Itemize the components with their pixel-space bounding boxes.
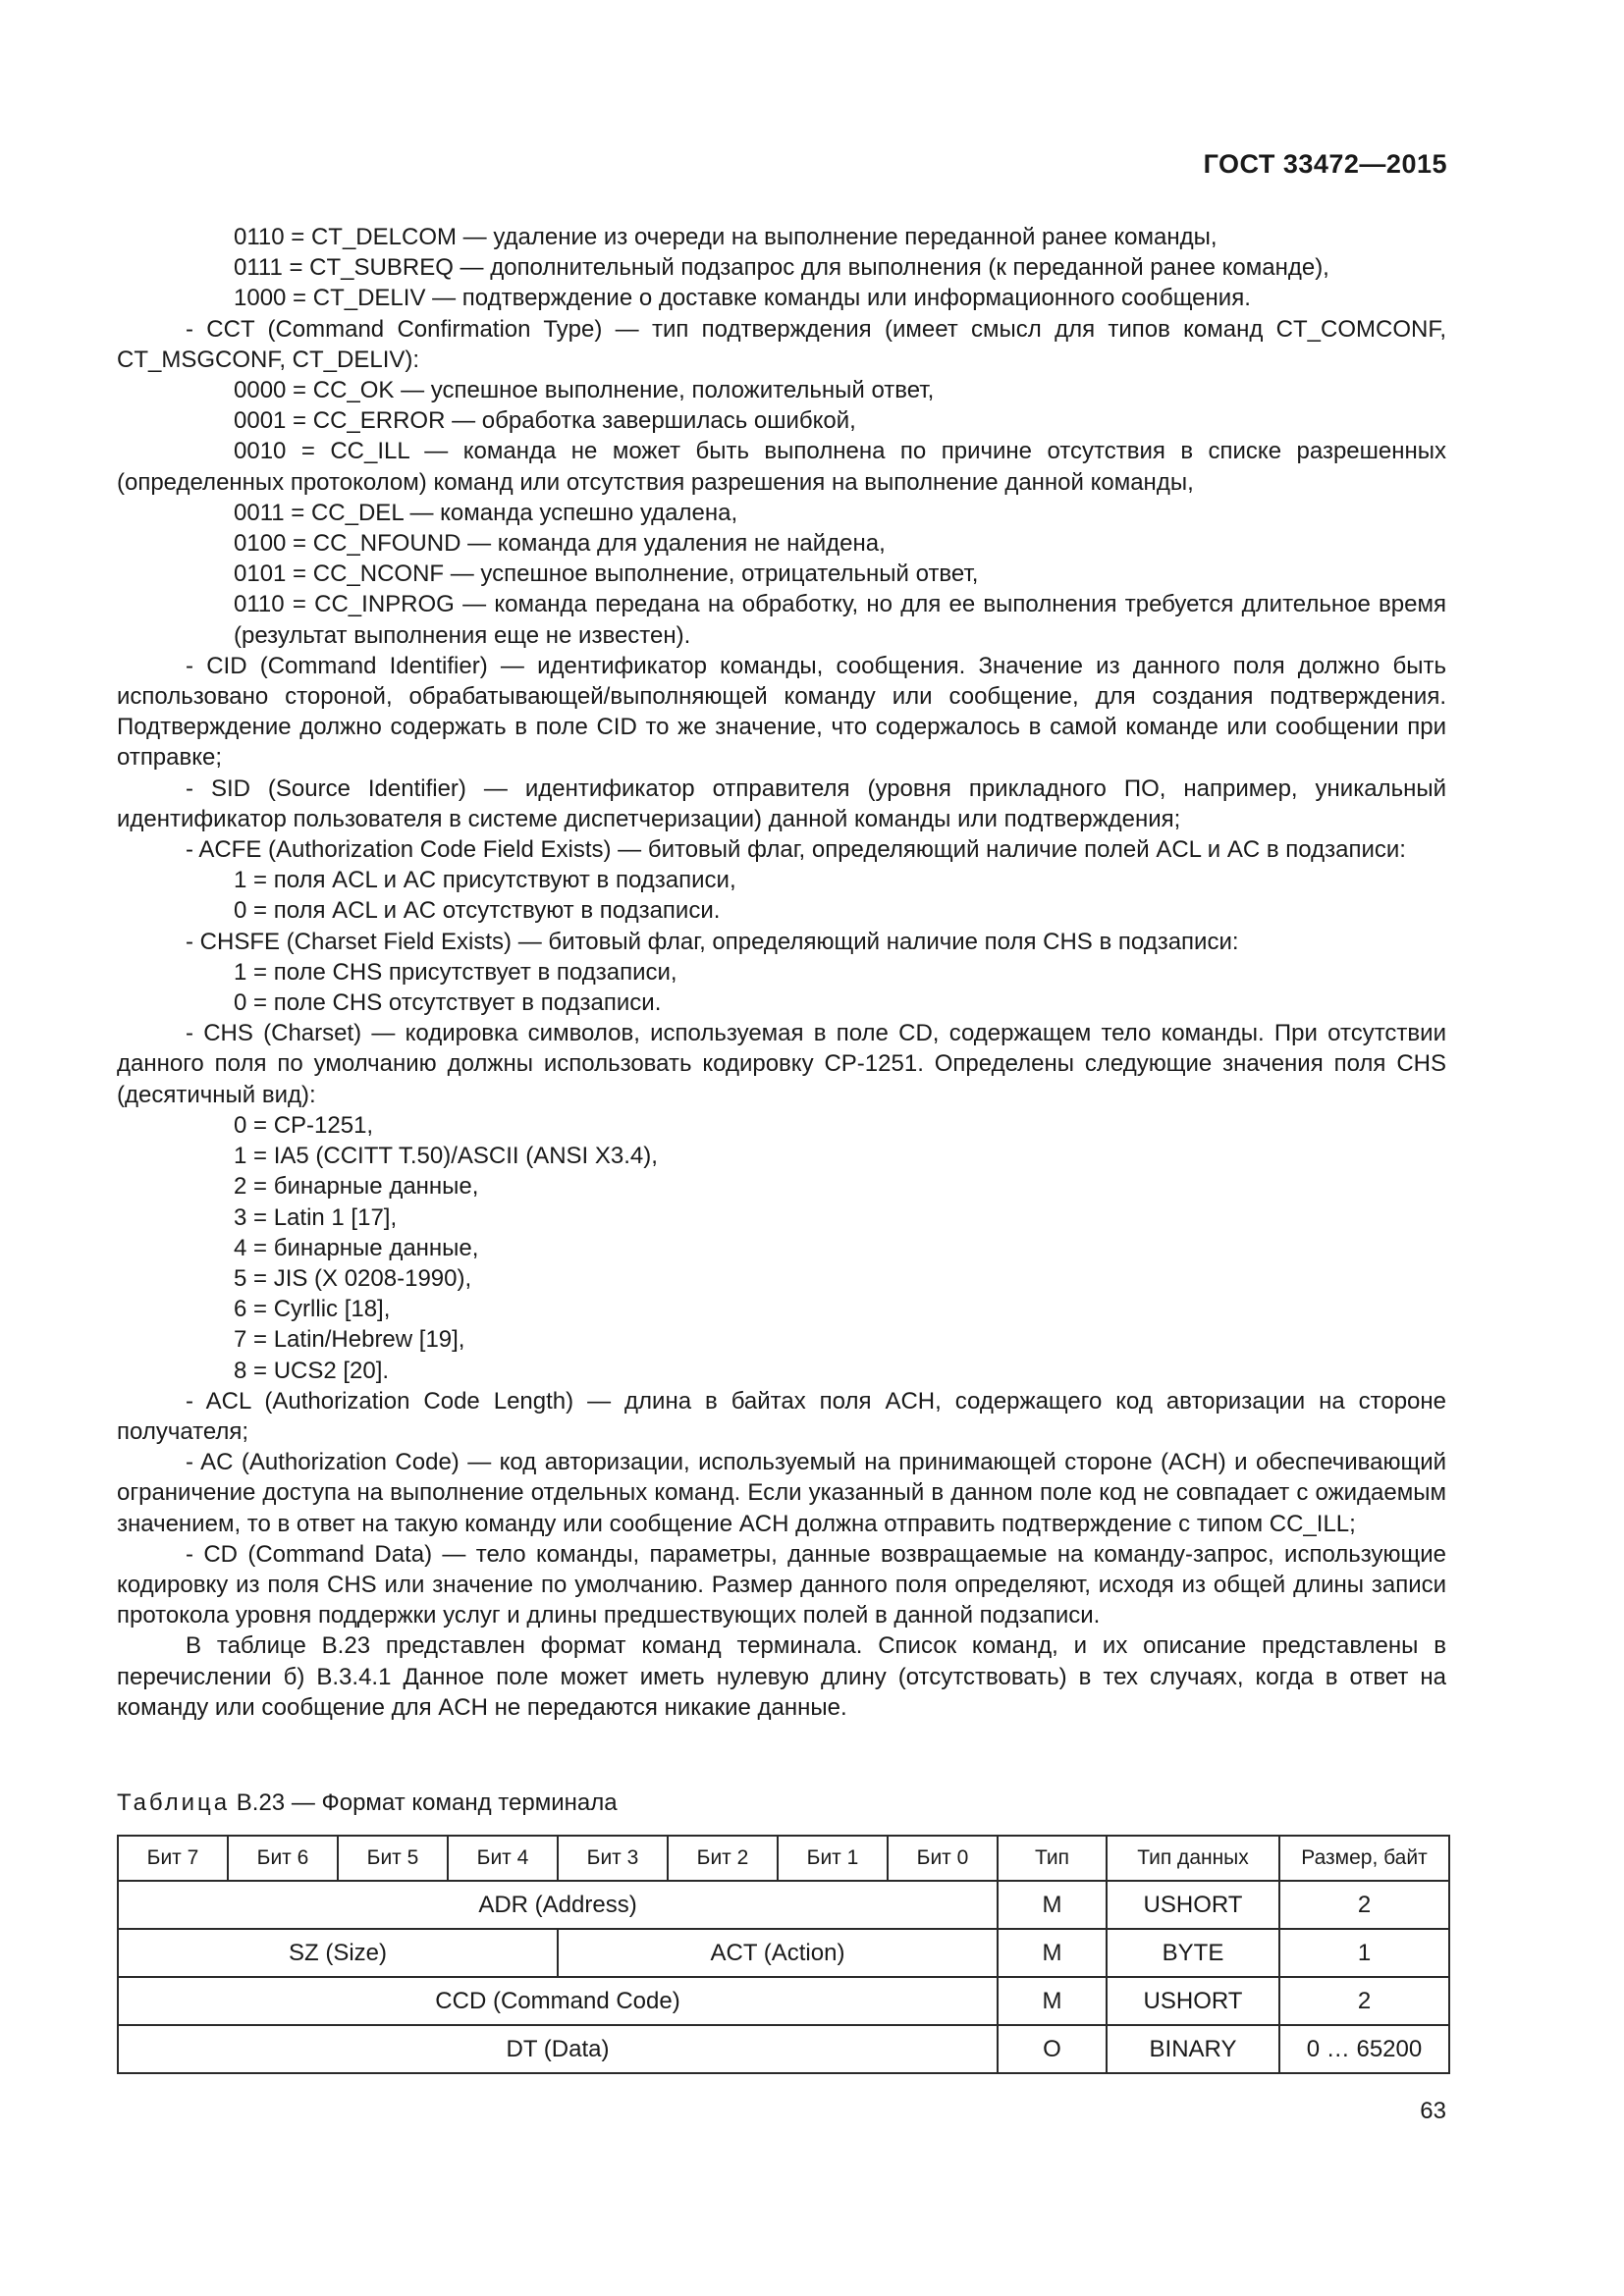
paragraph: - CD (Command Data) — тело команды, параметры, данные возвращаемые на команду-запрос, использующие кодировку из поля CHS или значение по умолчанию. Размер данного поля определяют, исходя из общей длины записи протокола уровня поддержки услуг и длины предшествующих полей в данной подзаписи. [117, 1540, 1446, 1629]
table-caption-text: В.23 — Формат команд терминала [236, 1789, 618, 1816]
paragraph: - CHSFE (Charset Field Exists) — битовый флаг, определяющий наличие поля CHS в подзаписи: [186, 928, 1239, 955]
paragraph: 3 = Latin 1 [17], [234, 1203, 398, 1231]
size-cell: 2 [1279, 1881, 1449, 1929]
data-type-cell: BYTE [1107, 1929, 1279, 1977]
document-header: ГОСТ 33472—2015 [1203, 149, 1447, 179]
paragraph: 0010 = CC_ILL — команда не может быть выполнена по причине отсутствия в списке разрешенных (определенных протоколом) команд или отсутствия разрешения на выполнение данной команды, [117, 438, 1446, 496]
paragraph: 1 = поле CHS присутствует в подзаписи, [234, 958, 677, 986]
paragraph: 0101 = CC_NCONF — успешное выполнение, отрицательный ответ, [234, 561, 979, 588]
data-type-cell: BINARY [1107, 2025, 1279, 2073]
paragraph: 2 = бинарные данные, [234, 1173, 479, 1201]
paragraph: 0100 = CC_NFOUND — команда для удаления не найдена, [234, 530, 886, 558]
paragraph: 4 = бинарные данные, [234, 1234, 479, 1261]
header-cell: Размер, байт [1279, 1836, 1449, 1881]
command-format-table [117, 1835, 1450, 2074]
paragraph: 0 = поля ACL и AC отсутствуют в подзаписи. [234, 897, 721, 925]
paragraph: - ACFE (Authorization Code Field Exists) — битовый флаг, определяющий наличие полей ACL и AC в подзаписи: [186, 836, 1406, 864]
table-caption-label: Таблица [117, 1789, 231, 1816]
data-type-cell: USHORT [1107, 1977, 1279, 2025]
paragraph: 5 = JIS (X 0208-1990), [234, 1264, 472, 1292]
table-row [118, 2025, 1449, 2073]
field-cell: CCD (Command Code) [118, 1977, 998, 2025]
paragraph: В таблице В.23 представлен формат команд терминала. Список команд, и их описание представлены в перечислении б) В.3.4.1 Данное поле может иметь нулевую длину (отсутствовать) в тех случаях, когда в ответ на команду или сообщение для ACH не передаются никакие данные. [117, 1632, 1446, 1721]
type-cell: M [998, 1881, 1107, 1929]
paragraph: - CCT (Command Confirmation Type) — тип подтверждения (имеет смысл для типов команд CT_COMCONF, CT_MSGCONF, CT_DELIV): [117, 315, 1446, 373]
table-row [118, 1929, 1449, 1977]
field-cell: SZ (Size) [118, 1929, 558, 1977]
header-cell: Тип данных [1107, 1836, 1279, 1881]
table-header-row [118, 1836, 1449, 1881]
paragraph: 0001 = CC_ERROR — обработка завершилась ошибкой, [234, 407, 856, 435]
document-body [117, 222, 1446, 1723]
type-cell: M [998, 1929, 1107, 1977]
paragraph: 1 = поля ACL и AC присутствуют в подзаписи, [234, 867, 736, 894]
paragraph: 7 = Latin/Hebrew [19], [234, 1326, 465, 1354]
field-cell: ACT (Action) [558, 1929, 998, 1977]
paragraph: 0110 = CC_INPROG — команда передана на обработку, но для ее выполнения требуется длительное время (результат выполнения еще не известен). [234, 591, 1446, 649]
paragraph: 6 = Cyrllic [18], [234, 1296, 391, 1323]
paragraph: 0110 = CT_DELCOM — удаление из очереди на выполнение переданной ранее команды, [234, 224, 1218, 250]
header-cell: Бит 0 [888, 1836, 998, 1881]
paragraph: - AC (Authorization Code) — код авторизации, используемый на принимающей стороне (ACH) и обеспечивающий ограничение доступа на выполнение отдельных команд. Если указанный в данном поле код не совпадает с ожидаемым значением, то в ответ на такую команду или сообщение ACH должна отправить подтверждение с типом CC_ILL; [117, 1449, 1446, 1537]
table-row [118, 1977, 1449, 2025]
size-cell: 0 … 65200 [1279, 2025, 1449, 2073]
paragraph: 0000 = CC_OK — успешное выполнение, положительный ответ, [234, 377, 935, 404]
size-cell: 2 [1279, 1977, 1449, 2025]
paragraph: - CHS (Charset) — кодировка символов, используемая в поле CD, содержащем тело команды. При отсутствии данного поля по умолчанию должны использовать кодировку CP-1251. Определены следующие значения поля CHS (десятичный вид): [117, 1020, 1446, 1108]
paragraph: - CID (Command Identifier) — идентификатор команды, сообщения. Значение из данного поля должно быть использовано стороной, обрабатывающей/выполняющей команду или сообщение, для создания подтверждения. Подтверждение должно содержать в поле CID то же значение, что содержалось в самой команде или сообщении при отправке; [117, 652, 1446, 772]
header-cell: Тип [998, 1836, 1107, 1881]
header-cell: Бит 3 [558, 1836, 668, 1881]
field-cell: ADR (Address) [118, 1881, 998, 1929]
field-cell: DT (Data) [118, 2025, 998, 2073]
paragraph: - SID (Source Identifier) — идентификатор отправителя (уровня прикладного ПО, например, уникальный идентификатор пользователя в системе диспетчеризации) данной команды или подтверждения; [117, 774, 1446, 832]
header-cell: Бит 6 [228, 1836, 338, 1881]
header-cell: Бит 4 [448, 1836, 558, 1881]
paragraph: 0 = поле CHS отсутствует в подзаписи. [234, 989, 662, 1017]
header-cell: Бит 2 [668, 1836, 778, 1881]
header-cell: Бит 5 [338, 1836, 448, 1881]
paragraph: 1 = IA5 (CCITT T.50)/ASCII (ANSI X3.4), [234, 1143, 658, 1170]
paragraph: 0 = CP-1251, [234, 1111, 374, 1139]
header-cell: Бит 1 [778, 1836, 888, 1881]
paragraph: 1000 = CT_DELIV — подтверждение о доставке команды или информационного сообщения. [234, 285, 1251, 312]
size-cell: 1 [1279, 1929, 1449, 1977]
table-caption [117, 1789, 618, 1818]
paragraph: - ACL (Authorization Code Length) — длина в байтах поля ACH, содержащего код авторизации на стороне получателя; [117, 1387, 1446, 1445]
page-number: 63 [1420, 2098, 1446, 2124]
type-cell: M [998, 1977, 1107, 2025]
paragraph: 0111 = CT_SUBREQ — дополнительный подзапрос для выполнения (к переданной ранее команде), [234, 254, 1329, 282]
paragraph: 0011 = CC_DEL — команда успешно удалена, [234, 499, 738, 526]
table-row [118, 1881, 1449, 1929]
type-cell: O [998, 2025, 1107, 2073]
header-cell: Бит 7 [118, 1836, 228, 1881]
data-type-cell: USHORT [1107, 1881, 1279, 1929]
paragraph: 8 = UCS2 [20]. [234, 1357, 390, 1384]
